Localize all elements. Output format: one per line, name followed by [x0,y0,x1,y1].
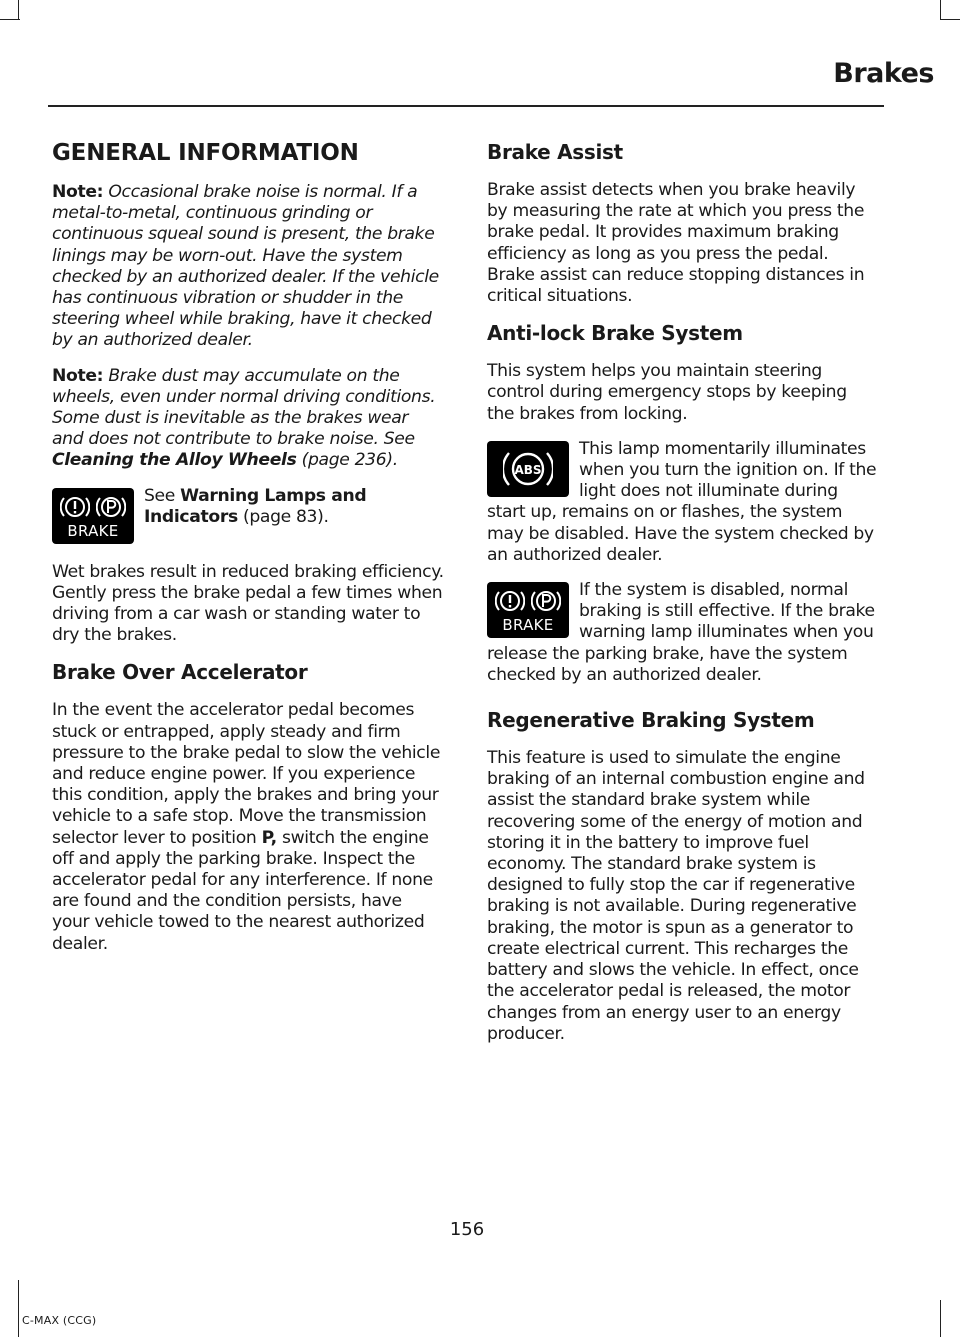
brake-label: BRAKE [502,616,554,635]
note-text: Brake dust may accumulate on the wheels, even under normal driving conditions. Some dust is inevitable as the brakes wear and does not contribute to brake noise. See [52,365,436,450]
regenerative-braking-heading: Regenerative Braking System [487,708,815,733]
cross-reference-link[interactable]: Cleaning the Alloy Wheels [52,450,297,471]
abs-intro-paragraph: This system helps you maintain steering control during emergency stops by keeping the brakes from locking. [487,361,847,424]
note-label: Note: [52,182,104,202]
left-column [52,140,444,969]
note-text: Occasional brake noise is normal. If a metal-to-metal, continuous grinding or continuous squeal sound is present, the brake linings may be worn-out. Have the system checked by an authorized dealer. If the vehicle has continuous vibration or shudder in the steering wheel while braking, have it checked by an authorized dealer. [52,182,439,351]
paragraph-text: In the event the accelerator pedal becomes stuck or entrapped, apply steady and firm pressure to the brake pedal to slow the vehicle and reduce engine power. If you experience this condition, apply the brakes and bring your vehicle to a safe stop. Move the transmission selector lever to position [52,700,441,848]
abs-label: ABS [514,462,542,477]
crop-mark [18,0,19,20]
brake-disabled-row [487,580,879,686]
brake-label: BRAKE [67,521,119,540]
abs-warning-lamp-icon [487,441,569,497]
abs-lamp-paragraph: This lamp momentarily illuminates when you turn the ignition on. If the light does not illuminate during start up, remains on or flashes, the system may be disabled. Have the system checked by an authorized dealer. [487,438,877,565]
brake-over-accelerator-heading: Brake Over Accelerator [52,660,308,685]
brake-warning-lamp-icon [487,582,569,638]
right-column [487,140,879,1059]
parking-circle-icon [96,494,126,520]
anti-lock-brake-heading: Anti-lock Brake System [487,321,743,346]
brake-assist-heading: Brake Assist [487,140,623,164]
paragraph-text: switch the engine off and apply the parking brake. Inspect the accelerator pedal for any interference. If none are found and the condition persists, have your vehicle towed to the nearest authorized dealer. [52,827,433,954]
brake-over-accelerator-paragraph [52,700,444,954]
exclamation-circle-icon [495,588,525,614]
model-code: C-MAX (CCG) [22,1314,97,1327]
cross-reference-link[interactable]: Warning Lamps and Indicators [144,485,367,527]
note-brake-dust [52,366,444,472]
regenerative-braking-paragraph: This feature is used to simulate the engine braking of an internal combustion engine and assist the standard brake system while recovering some of the energy of motion and storing it in the battery to improve fuel economy. The standard brake system is designed to fully stop the car if regenerative braking is not available. During regenerative braking, the motor is spun as a generator to create electrical current. This recharges the battery and slows the vehicle. In effect, once the accelerator pedal is released, the motor changes from an energy user to an energy producer. [487,748,865,1044]
note-occasional-noise [52,182,444,352]
brake-warning-row [52,486,444,548]
page-number [0,1219,934,1240]
page-number-text: 156 [449,1219,485,1240]
brake-disabled-paragraph: If the system is disabled, normal braking is still effective. If the brake warning lamp illuminates when you release the parking brake, have the system checked by an authorized dealer. [487,580,875,685]
note-label: Note: [52,365,104,386]
parking-circle-icon [531,588,561,614]
general-information-heading: GENERAL INFORMATION [52,140,359,166]
brake-warning-lamp-icon [52,488,134,544]
crop-mark [940,19,960,20]
brake-assist-paragraph: Brake assist detects when you brake heavily by measuring the rate at which you press the brake pedal. It provides maximum braking efficiency as long as you press the pedal. Brake assist can reduce stopping distances in critical situations. [487,180,865,307]
crop-mark [18,1280,19,1337]
crop-mark [940,1300,941,1337]
page-reference: (page 236). [301,450,398,471]
page-reference: (page 83). [242,506,329,527]
header-divider [48,105,884,107]
crop-mark [0,19,20,20]
section-title: Brakes [833,58,934,89]
exclamation-circle-icon [60,494,90,520]
wet-brakes-paragraph: Wet brakes result in reduced braking efficiency. Gently press the brake pedal a few times when driving from a car wash or standing water to dry the brakes. [52,561,444,646]
gear-position: P, [261,827,277,848]
abs-lamp-row [487,439,879,566]
crop-mark [940,0,941,20]
see-prefix: See [144,485,176,506]
